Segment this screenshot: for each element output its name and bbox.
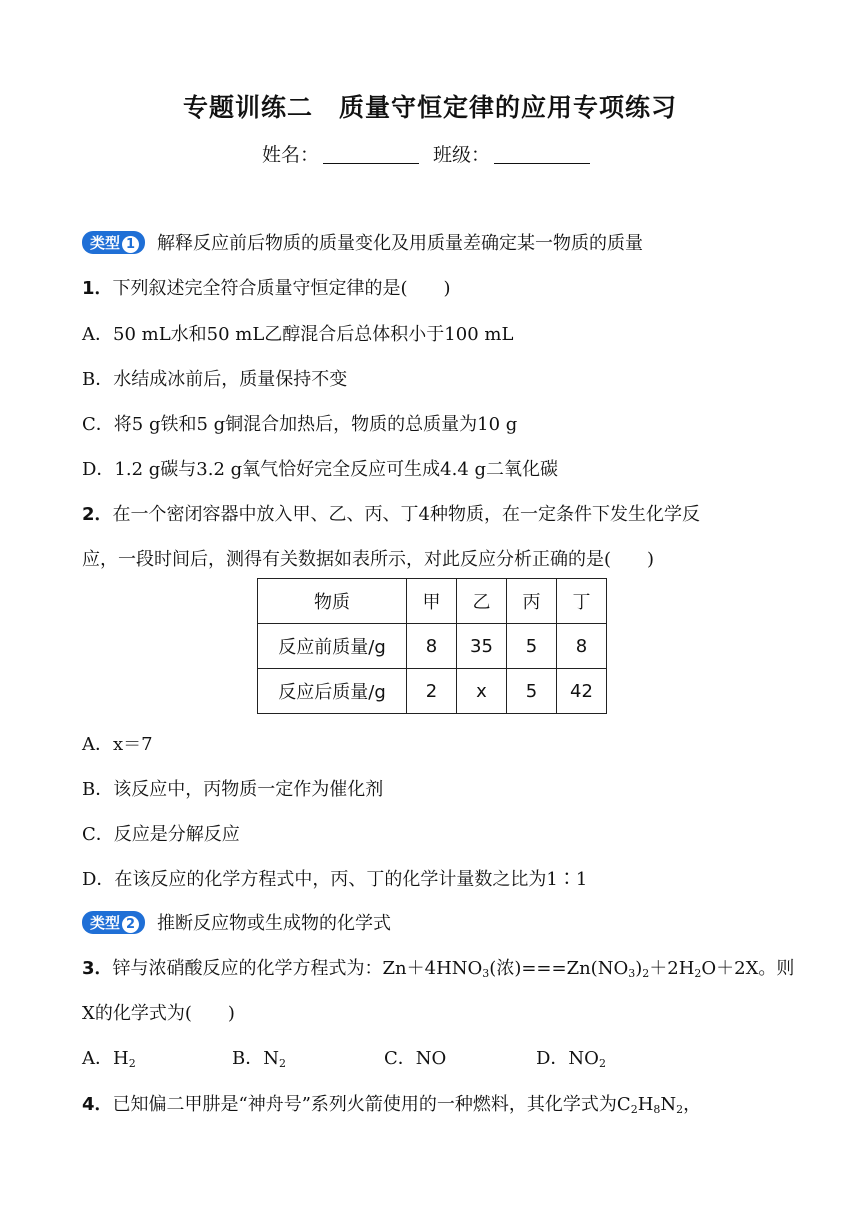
q3-option-c: C．NO: [384, 1048, 447, 1069]
table-cell: 8: [407, 624, 457, 669]
badge-number-2: 2: [122, 916, 139, 933]
page-title: 专题训练二 质量守恒定律的应用专项练习: [182, 93, 677, 122]
q2-option-d: D．在该反应的化学方程式中，丙、丁的化学计量数之比为1∶1: [82, 869, 588, 890]
question-number: 2．: [82, 504, 113, 525]
table-cell: 丙: [507, 579, 557, 624]
badge-number-1: 1: [122, 236, 139, 253]
question-1: [82, 274, 451, 300]
name-label: 姓名：: [261, 144, 319, 166]
q1-option-c: C．将5 g铁和5 g铜混合加热后，物质的总质量为10 g: [82, 414, 518, 435]
section-1-heading: [82, 229, 643, 255]
table-cell: 5: [507, 669, 557, 714]
question-2-line-2: 应，一段时间后，测得有关数据如表所示，对此反应分析正确的是( ): [82, 549, 655, 570]
name-blank[interactable]: [323, 145, 419, 164]
q1-option-a: A．50 mL水和50 mL乙醇混合后总体积小于100 mL: [82, 324, 514, 345]
q1-option-d: D．1.2 g碳与3.2 g氧气恰好完全反应可生成4.4 g二氧化碳: [82, 459, 559, 480]
question-4: 4．已知偏二甲肼是“神舟号”系列火箭使用的一种燃料，其化学式为$C_2H_8N_2$，: [82, 1094, 702, 1116]
section-1-text: 解释反应前后物质的质量变化及用质量差确定某一物质的质量: [157, 233, 644, 254]
question-stem-line-1: 在一个密闭容器中放入甲、乙、丙、丁4种物质，在一定条件下发生化学反: [112, 504, 700, 525]
question-3: 3．锌与浓硝酸反应的化学方程式为：$Zn+4HNO_3$(浓)$===Zn(NO_3)_2+2H_2O+2X$。则: [82, 958, 795, 980]
q1-option-b: B．水结成冰前后，质量保持不变: [82, 369, 348, 390]
table-cell: 8: [557, 624, 607, 669]
table-cell: 42: [557, 669, 607, 714]
question-number: 4．: [82, 1094, 113, 1115]
type-badge-1: 类型 1: [82, 231, 145, 254]
table-cell: 物质: [258, 579, 407, 624]
q3-option-d: D．$NO_2$: [536, 1048, 606, 1070]
student-info: [0, 140, 860, 167]
class-label: 班级：: [433, 144, 491, 166]
mass-data-table: [257, 578, 607, 714]
table-cell: 反应前质量/g: [258, 624, 407, 669]
question-3-line-2: X的化学式为( ): [82, 1003, 235, 1024]
q3-option-b: B．$N_2$: [232, 1048, 286, 1070]
question-2: [82, 500, 700, 526]
question-number: 3．: [82, 958, 113, 979]
section-2-text: 推断反应物或生成物的化学式: [157, 913, 392, 934]
table-row: [258, 579, 607, 624]
table-row: [258, 669, 607, 714]
type-badge-2: 类型 2: [82, 911, 145, 934]
table-cell: 乙: [457, 579, 507, 624]
table-cell: 2: [407, 669, 457, 714]
table-cell: 甲: [407, 579, 457, 624]
section-2-heading: [82, 909, 391, 935]
table-cell: 5: [507, 624, 557, 669]
q2-option-b: B．该反应中，丙物质一定作为催化剂: [82, 779, 384, 800]
q2-option-c: C．反应是分解反应: [82, 824, 240, 845]
question-number: 1．: [82, 278, 113, 299]
table-cell: 35: [457, 624, 507, 669]
q2-option-a: A．x＝7: [82, 734, 153, 755]
q3-option-a: A．$H_2$: [82, 1048, 136, 1070]
table-cell: 丁: [557, 579, 607, 624]
question-stem: 下列叙述完全符合质量守恒定律的是( ): [112, 278, 451, 299]
class-blank[interactable]: [494, 145, 590, 164]
q3-options: [82, 1044, 606, 1070]
table-row: [258, 624, 607, 669]
table-cell: 反应后质量/g: [258, 669, 407, 714]
table-cell: x: [457, 669, 507, 714]
